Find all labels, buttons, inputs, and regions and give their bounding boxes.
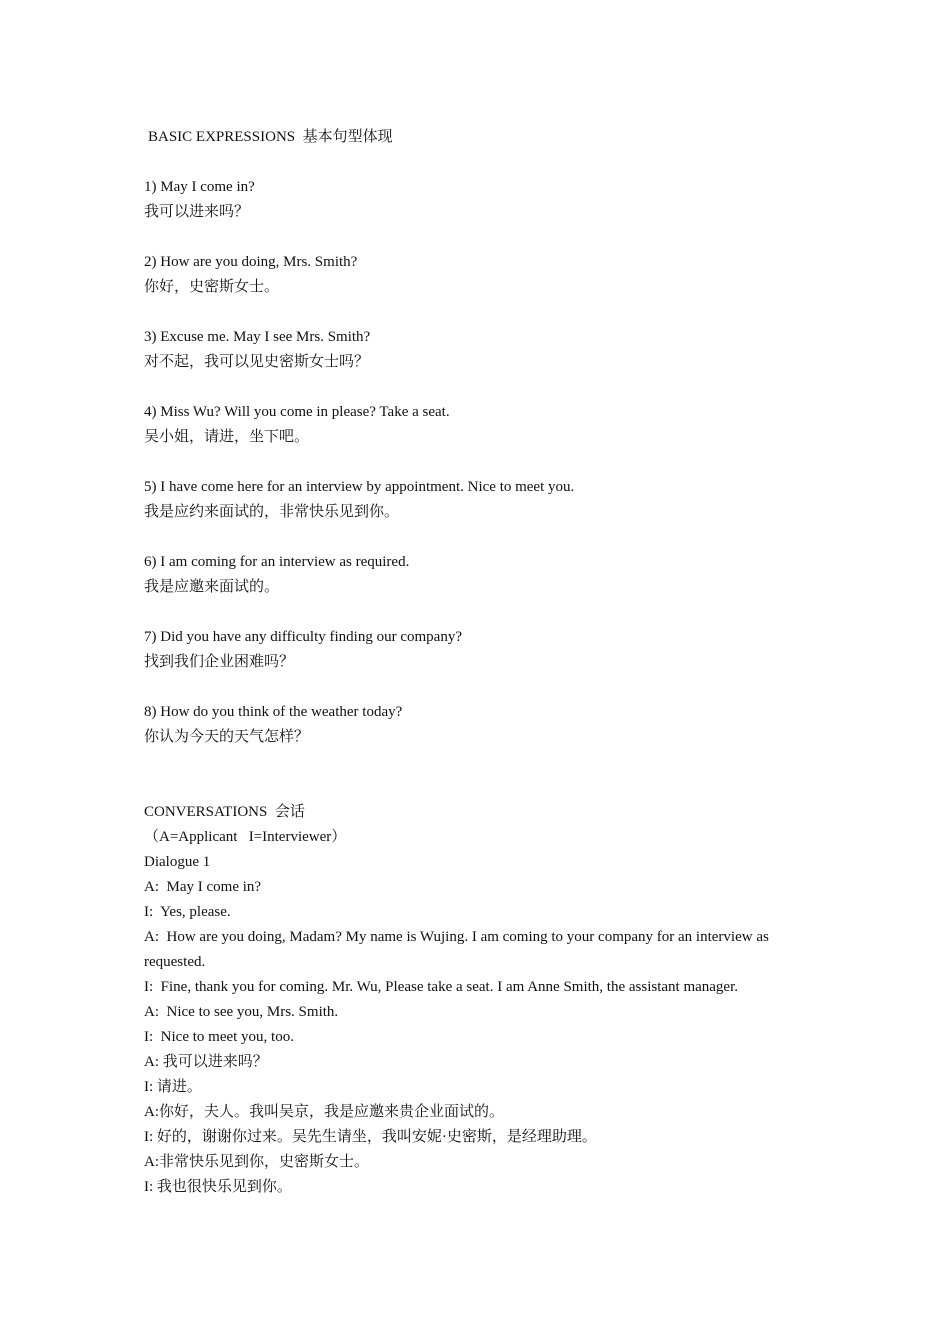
dialogue-line: A:非常快乐见到你，史密斯女士。 xyxy=(144,1154,370,1170)
expression-7-en: 7) Did you have any difficulty finding our company? xyxy=(144,629,462,645)
dialogue-line: A: Nice to see you, Mrs. Smith. xyxy=(144,1004,339,1020)
section-title-conversations: CONVERSATIONS 会话 xyxy=(144,804,305,820)
expression-4-zh: 吴小姐，请进，坐下吧。 xyxy=(144,429,310,445)
dialogue-line: I: Nice to meet you, too. xyxy=(144,1029,294,1045)
dialogue-title: Dialogue 1 xyxy=(144,854,211,870)
spacer xyxy=(144,600,812,625)
expression-3-en: 3) Excuse me. May I see Mrs. Smith? xyxy=(144,329,371,345)
section-title-basic-expressions: BASIC EXPRESSIONS 基本句型体现 xyxy=(148,129,393,145)
dialogue-line: A: 我可以进来吗？ xyxy=(144,1054,268,1070)
dialogue-line: I: Yes, please. xyxy=(144,904,231,920)
expression-8-en: 8) How do you think of the weather today? xyxy=(144,704,403,720)
expression-3-zh: 对不起，我可以见史密斯女士吗？ xyxy=(144,354,370,370)
spacer xyxy=(144,750,812,800)
expression-1-zh: 我可以进来吗？ xyxy=(144,204,250,220)
document-body xyxy=(144,125,812,1200)
expression-6-en: 6) I am coming for an interview as required. xyxy=(144,554,410,570)
speaker-legend: （A=Applicant I=Interviewer） xyxy=(144,829,347,845)
dialogue-line: A: May I come in? xyxy=(144,879,262,895)
expression-1-en: 1) May I come in? xyxy=(144,179,255,195)
spacer xyxy=(144,150,812,175)
expression-8-zh: 你认为今天的天气怎样？ xyxy=(144,729,310,745)
expression-7-zh: 找到我们企业困难吗？ xyxy=(144,654,295,670)
expression-6-zh: 我是应邀来面试的。 xyxy=(144,579,280,595)
spacer xyxy=(144,525,812,550)
expression-4-en: 4) Miss Wu? Will you come in please? Take a seat. xyxy=(144,404,450,420)
dialogue-line: A:你好，夫人。我叫吴京，我是应邀来贵企业面试的。 xyxy=(144,1104,505,1120)
dialogue-line: I: 我也很快乐见到你。 xyxy=(144,1179,292,1195)
expression-2-zh: 你好，史密斯女士。 xyxy=(144,279,280,295)
expression-5-en: 5) I have come here for an interview by appointment. Nice to meet you. xyxy=(144,479,575,495)
dialogue-line: A: How are you doing, Madam? My name is Wujing. I am coming to your company for an interview as requested. xyxy=(144,929,773,970)
dialogue-line: I: Fine, thank you for coming. Mr. Wu, Please take a seat. I am Anne Smith, the assistant manager. xyxy=(144,979,739,995)
expression-2-en: 2) How are you doing, Mrs. Smith? xyxy=(144,254,358,270)
spacer xyxy=(144,675,812,700)
expression-5-zh: 我是应约来面试的，非常快乐见到你。 xyxy=(144,504,400,520)
spacer xyxy=(144,300,812,325)
dialogue-line: I: 好的，谢谢你过来。吴先生请坐，我叫安妮·史密斯，是经理助理。 xyxy=(144,1129,597,1145)
spacer xyxy=(144,375,812,400)
dialogue-line: I: 请进。 xyxy=(144,1079,202,1095)
spacer xyxy=(144,225,812,250)
spacer xyxy=(144,450,812,475)
